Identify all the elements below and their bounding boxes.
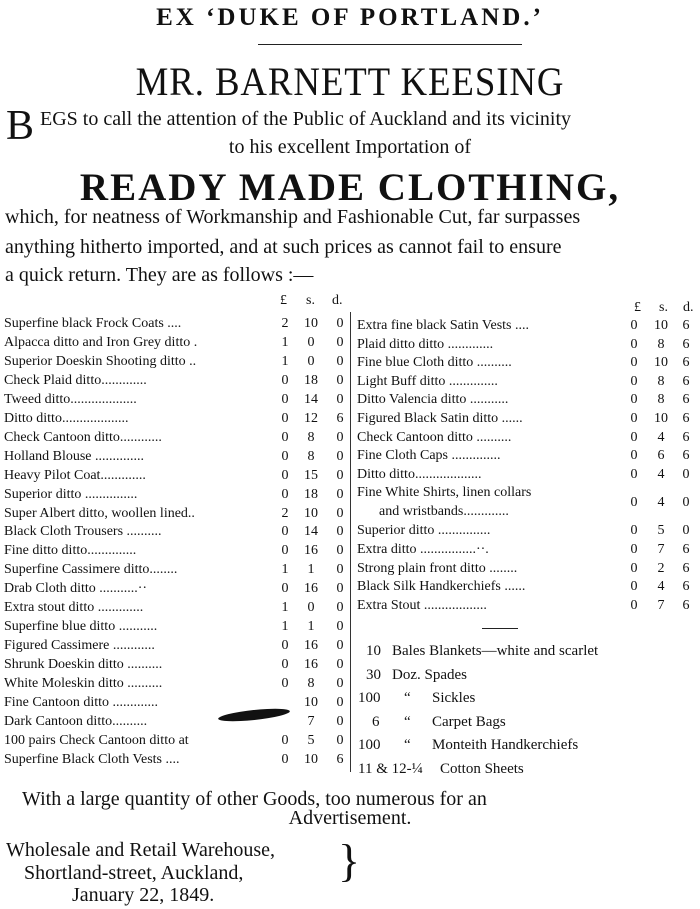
item-pounds: 0	[630, 579, 638, 595]
bulk-description: Doz. Spades	[392, 666, 467, 683]
item-pence: 0	[336, 467, 344, 483]
item-name: Fine Cloth Caps ..............	[357, 448, 501, 464]
address-line-2: Shortland-street, Auckland,	[24, 862, 244, 884]
item-shillings: 8	[307, 448, 315, 464]
item-shillings: 1	[307, 619, 315, 635]
item-shillings: 7	[307, 713, 315, 729]
item-name: Superfine blue ditto ...........	[4, 619, 158, 635]
item-name: Tweed ditto...................	[4, 391, 137, 407]
item-name: Check Cantoon ditto ..........	[357, 429, 512, 445]
item-pounds: 0	[630, 373, 638, 389]
item-pounds: 0	[281, 372, 289, 388]
price-list-item	[4, 617, 350, 636]
item-shillings: 8	[657, 373, 665, 389]
price-list-item	[4, 485, 350, 504]
price-list-item	[357, 540, 700, 559]
bulk-quantity: 6	[372, 713, 380, 730]
price-list-item	[4, 428, 350, 447]
item-name: Plaid ditto ditto .............	[357, 336, 494, 352]
item-name: Super Albert ditto, woollen lined..	[4, 505, 195, 521]
price-list-item	[357, 409, 700, 428]
item-shillings: 8	[307, 676, 315, 692]
item-pence: 6	[682, 429, 690, 445]
item-pence: 6	[336, 410, 344, 426]
price-list-item	[4, 371, 350, 390]
item-name: Extra fine black Satin Vests ....	[357, 318, 529, 333]
item-shillings: 16	[304, 657, 318, 673]
item-name: Strong plain front ditto ........	[357, 560, 518, 576]
bulk-description: Monteith Handkerchiefs	[432, 737, 579, 754]
item-pounds: 2	[281, 505, 289, 521]
item-pounds: 0	[281, 543, 289, 559]
item-pounds: 2	[281, 316, 289, 331]
item-name: Drab Cloth ditto ...........··	[4, 581, 148, 597]
item-name: Ditto ditto...................	[4, 410, 129, 426]
item-pounds: 0	[630, 542, 638, 557]
bulk-quantity: 100	[358, 737, 381, 754]
item-pence: 6	[682, 336, 690, 352]
bulk-description: Carpet Bags	[432, 713, 506, 730]
item-pounds: 1	[281, 353, 289, 369]
item-shillings: 10	[654, 411, 668, 426]
item-pounds: 0	[630, 448, 638, 464]
item-pence: 0	[336, 600, 344, 616]
item-name: Fine ditto ditto..............	[4, 543, 137, 559]
item-shillings: 0	[307, 353, 315, 369]
price-list-item	[357, 559, 700, 578]
bulk-item	[0, 711, 700, 733]
item-name: Extra Stout ..................	[357, 597, 487, 613]
item-shillings: 14	[304, 524, 318, 540]
item-pounds: 0	[281, 467, 289, 483]
item-name: Check Cantoon ditto............	[4, 429, 162, 445]
item-shillings: 14	[304, 391, 318, 407]
bulk-quantity: 30	[366, 666, 381, 683]
item-pence: 6	[682, 355, 690, 371]
price-list-item	[4, 541, 350, 560]
item-shillings: 18	[304, 372, 318, 388]
item-pence: 6	[336, 751, 344, 767]
item-name: Shrunk Doeskin ditto ..........	[4, 657, 163, 673]
body-line-1: which, for neatness of Workmanship and Fashionable Cut, far surpasses	[5, 206, 581, 228]
bulk-quantity: 100	[358, 690, 381, 707]
item-pence: 6	[682, 392, 690, 408]
ditto-mark: “	[404, 713, 411, 730]
price-list-item	[4, 390, 350, 409]
item-name: Extra stout ditto .............	[4, 600, 144, 616]
bulk-quantity: 10	[366, 643, 381, 659]
bulk-item	[0, 640, 700, 662]
item-shillings: 16	[304, 638, 318, 654]
intro-drop-cap: B	[6, 103, 35, 149]
item-shillings: 7	[657, 597, 665, 613]
item-pounds: 0	[630, 523, 638, 539]
item-pence: 0	[682, 495, 690, 511]
item-pence: 0	[336, 695, 344, 710]
item-pounds: 0	[630, 336, 638, 352]
item-pounds: 0	[630, 429, 638, 445]
item-pence: 6	[682, 597, 690, 613]
item-pence: 0	[336, 619, 344, 635]
bulk-item	[0, 734, 700, 756]
item-shillings: 8	[657, 392, 665, 408]
body-line-2: anything hitherto imported, and at such prices as cannot fail to ensure	[5, 236, 562, 258]
merchant-name: MR. BARNETT KEESING	[135, 59, 565, 104]
item-pounds: 0	[281, 429, 289, 445]
item-pence: 0	[336, 505, 344, 521]
item-pence: 6	[682, 373, 690, 389]
item-name: Light Buff ditto ..............	[357, 373, 498, 389]
item-name: Black Silk Handkerchiefs ......	[357, 579, 526, 595]
item-pounds: 0	[281, 676, 289, 692]
item-pence: 6	[682, 579, 690, 595]
item-pence: 6	[682, 318, 690, 333]
item-pounds: 0	[630, 597, 638, 613]
right-pounds-header: £	[634, 300, 641, 315]
item-pounds: 0	[281, 581, 289, 597]
price-list-item	[4, 314, 350, 333]
item-pounds: 1	[281, 334, 289, 350]
price-list-item	[4, 598, 350, 617]
item-name: Superior ditto ...............	[4, 486, 138, 502]
item-shillings: 4	[657, 579, 665, 595]
item-shillings: 10	[304, 505, 318, 521]
item-shillings: 6	[657, 448, 665, 464]
item-name: Superior ditto ...............	[357, 523, 491, 539]
item-name: Superfine Black Cloth Vests ....	[4, 751, 180, 767]
body-line-3: a quick return. They are as follows :—	[5, 264, 314, 286]
footer-line-2: Advertisement.	[288, 807, 412, 829]
item-pence: 0	[682, 466, 690, 482]
item-pounds: 0	[281, 391, 289, 407]
price-list-item	[4, 522, 350, 541]
item-pence: 6	[682, 411, 690, 426]
bulk-description: Cotton Sheets	[440, 761, 524, 777]
item-pounds: 1	[281, 562, 289, 578]
item-name: Extra ditto ................··.	[357, 542, 489, 557]
price-list-item	[357, 465, 700, 484]
price-list-item	[357, 353, 700, 372]
item-pence: 6	[682, 560, 690, 576]
address-line-1: Wholesale and Retail Warehouse,	[6, 839, 276, 861]
ship-line: EX ‘DUKE OF PORTLAND.’	[156, 4, 544, 31]
item-pounds: 1	[281, 619, 289, 635]
item-name: Figured Black Satin ditto ......	[357, 411, 523, 426]
item-pounds: 0	[630, 560, 638, 576]
item-pence: 0	[336, 448, 344, 464]
item-pence: 0	[336, 657, 344, 673]
price-list-item	[357, 372, 700, 391]
item-pounds: 0	[281, 448, 289, 464]
price-list-item	[357, 483, 700, 521]
ditto-mark: “	[404, 690, 411, 707]
item-pence: 0	[336, 562, 344, 578]
item-pounds: 0	[630, 355, 638, 371]
address-brace: }	[338, 835, 361, 886]
item-pence: 0	[336, 391, 344, 407]
item-shillings: 8	[307, 429, 315, 445]
item-shillings: 10	[654, 318, 668, 333]
item-shillings: 0	[307, 334, 315, 350]
item-pence: 0	[336, 316, 344, 331]
item-pence: 6	[682, 542, 690, 557]
item-name: Superior Doeskin Shooting ditto ..	[4, 353, 197, 369]
item-name: Fine blue Cloth ditto ..........	[357, 355, 512, 371]
item-shillings: 7	[657, 542, 665, 557]
item-pounds: 0	[281, 524, 289, 540]
item-pence: 0	[682, 523, 690, 539]
price-list-item	[4, 504, 350, 523]
item-shillings: 10	[304, 316, 318, 331]
item-shillings: 16	[304, 581, 318, 597]
price-list-item	[357, 577, 700, 596]
price-list-item	[357, 390, 700, 409]
item-pence: 0	[336, 372, 344, 388]
item-shillings: 10	[654, 355, 668, 371]
item-pence: 0	[336, 543, 344, 559]
item-pounds: 0	[630, 466, 638, 482]
item-shillings: 4	[657, 466, 665, 482]
item-pence: 0	[336, 486, 344, 502]
price-list-item	[357, 316, 700, 335]
bulk-item	[0, 687, 700, 709]
item-pounds: 0	[630, 392, 638, 408]
item-name: Dark Cantoon ditto..........	[4, 713, 148, 729]
price-list-item	[4, 447, 350, 466]
bulk-quantity: 11 & 12-¼	[358, 761, 423, 777]
bulk-description: Sickles	[432, 690, 476, 707]
price-list-item	[4, 560, 350, 579]
left-pence-header: d.	[332, 293, 343, 308]
item-pence: 0	[336, 676, 344, 692]
price-list-item	[4, 352, 350, 371]
header-rule	[258, 44, 522, 45]
item-shillings: 12	[304, 410, 318, 426]
item-shillings: 4	[657, 495, 665, 511]
item-name: Ditto ditto...................	[357, 466, 482, 482]
bulk-item	[0, 664, 700, 686]
item-pence: 0	[336, 581, 344, 597]
bulk-item	[0, 758, 700, 780]
item-shillings: 10	[304, 695, 318, 710]
item-name: Alpacca ditto and Iron Grey ditto .	[4, 334, 198, 350]
item-name: Black Cloth Trousers ..........	[4, 524, 162, 540]
ditto-mark: “	[404, 737, 411, 754]
right-shillings-header: s.	[659, 300, 668, 315]
item-shillings: 5	[307, 732, 315, 748]
item-shillings: 15	[304, 467, 318, 483]
item-pounds: 0	[281, 638, 289, 654]
item-pence: 6	[682, 448, 690, 464]
item-name-continued: and wristbands.............	[379, 504, 509, 520]
price-list-item	[357, 428, 700, 447]
price-list-item	[357, 521, 700, 540]
item-pounds: 0	[281, 751, 289, 767]
item-shillings: 18	[304, 486, 318, 502]
item-shillings: 2	[657, 560, 665, 576]
intro-line-2: to his excellent Importation of	[228, 136, 472, 158]
item-name: 100 pairs Check Cantoon ditto at	[4, 732, 189, 748]
item-shillings: 16	[304, 543, 318, 559]
item-shillings: 10	[304, 751, 318, 767]
item-pence: 0	[336, 524, 344, 540]
item-name: Figured Cassimere ............	[4, 638, 155, 654]
item-name: Heavy Pilot Coat.............	[4, 467, 146, 483]
item-shillings: 1	[307, 562, 315, 578]
item-pence: 0	[336, 334, 344, 350]
item-pounds: 0	[281, 486, 289, 502]
item-shillings: 8	[657, 336, 665, 352]
bulk-description: Bales Blankets—white and scarlet	[392, 643, 599, 659]
item-name: Superfine black Frock Coats ....	[4, 316, 182, 331]
item-shillings: 0	[307, 600, 315, 616]
item-pounds: 0	[630, 495, 638, 511]
price-list-item	[357, 446, 700, 465]
item-pounds: 0	[281, 410, 289, 426]
item-pence: 0	[336, 429, 344, 445]
item-shillings: 5	[657, 523, 665, 539]
intro-line-1: EGS to call the attention of the Public of Auckland and its vicinity	[40, 108, 572, 130]
item-name: Fine White Shirts, linen collars	[357, 485, 532, 501]
headline: READY MADE CLOTHING,	[79, 166, 621, 209]
item-pence: 0	[336, 353, 344, 369]
item-pence: 0	[336, 713, 344, 729]
price-list-item	[357, 335, 700, 354]
item-name: Fine Cantoon ditto .............	[4, 695, 158, 710]
item-pence: 0	[336, 732, 344, 748]
item-name: Ditto Valencia ditto ...........	[357, 392, 509, 408]
footer-line-1: With a large quantity of other Goods, too numerous for an	[22, 788, 487, 810]
item-pence: 0	[336, 638, 344, 654]
item-name: Holland Blouse ..............	[4, 448, 144, 464]
price-list-item	[4, 466, 350, 485]
price-list-item	[4, 333, 350, 352]
price-list-item	[4, 579, 350, 598]
item-pounds: 1	[281, 600, 289, 616]
item-name: Superfine Cassimere ditto........	[4, 562, 178, 578]
notice-date: January 22, 1849.	[72, 884, 215, 906]
right-pence-header: d.	[683, 300, 694, 315]
item-shillings: 4	[657, 429, 665, 445]
item-pounds: 0	[630, 318, 638, 333]
left-shillings-header: s.	[306, 293, 315, 308]
bulk-rule	[482, 628, 518, 629]
price-list-item	[357, 596, 700, 615]
item-pounds: 0	[281, 732, 289, 748]
item-pounds: 0	[281, 657, 289, 673]
item-pounds: 0	[630, 411, 638, 426]
price-list-item	[4, 409, 350, 428]
item-name: White Moleskin ditto ..........	[4, 676, 163, 692]
left-pounds-header: £	[280, 293, 287, 308]
item-name: Check Plaid ditto.............	[4, 372, 147, 388]
